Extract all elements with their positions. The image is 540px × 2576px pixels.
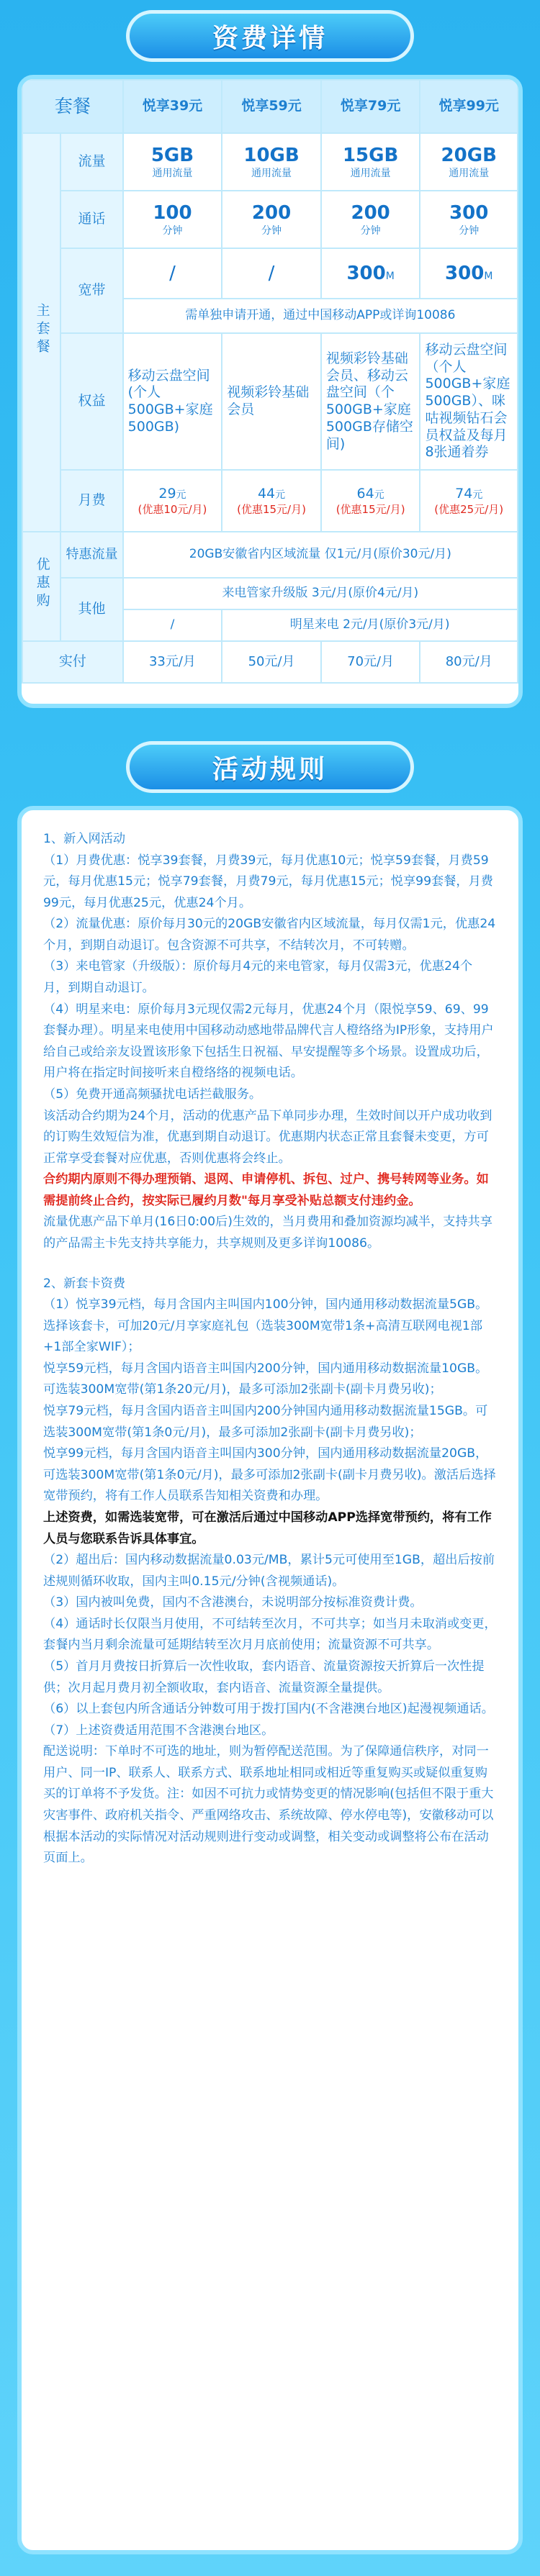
data-cell: 20GB 通用流量 [420,133,518,191]
broadband-row [22,248,518,299]
calls-cell: 300 分钟 [420,191,518,248]
actual-pay-cell: 50元/月 [222,641,321,683]
data-cell: 15GB 通用流量 [321,133,420,191]
calls-cell: 200 分钟 [321,191,420,248]
calls-row [22,191,518,248]
plan-name: 悦享79元 [321,80,420,133]
plan-name: 悦享39元 [123,80,222,133]
fee-table-panel [17,75,523,708]
data-cell: 10GB 通用流量 [222,133,321,191]
rule-paragraph: 悦享59元档，每月含国内语音主叫国内200分钟，国内通用移动数据流量10GB。可选装300M宽带(第1条20元/月)，最多可添加2张副卡(副卡月费另收)； [43,1361,488,1397]
special-data-row [22,532,518,578]
promo-group: 优惠购 [22,532,60,641]
row-label-actual: 实付 [22,641,123,683]
fee-table [22,79,518,684]
rule-paragraph: （2）流量优惠：原价每月30元的20GB安徽省内区域流量，每月仅需1元，优惠24个月，到期自动退订。包含资源不可共享，不结转次月，不可转赠。 [43,917,496,953]
rule-paragraph: 悦享99元档，每月含国内语音主叫国内300分钟，国内通用移动数据流量20GB，可选装300M宽带(第1条0元/月)，最多可添加2张副卡(副卡月费另收)。激活后选择宽带预约，将有工作人员联系告知相关资费和办理。 [43,1446,496,1504]
other-line-2: 明星来电 2元/月(原价3元/月) [222,609,518,641]
rule-paragraph: （2）超出后：国内移动数据流量0.03元/MB，累计5元可使用至1GB，超出后按前述规则循环收取，国内主叫0.15元/分钟(含视频通话)。 [43,1553,495,1589]
actual-pay-row [22,641,518,683]
broadband-cell: 300M [321,248,420,299]
rule-paragraph: 上述资费，如需选装宽带，可在激活后通过中国移动APP选择宽带预约，将有工作人员与您联系告诉具体事宜。 [43,1510,492,1546]
row-label-other: 其他 [60,578,122,641]
rights-cell: 移动云盘空间（个人500GB+家庭500GB）、咪咕视频钻石会员权益及每月8张通着券 [420,333,518,470]
fee-header-row [22,80,518,133]
broadband-cell: 300M [420,248,518,299]
plan-name: 悦享99元 [420,80,518,133]
rules-title-badge [126,741,414,793]
rule-paragraph: 该活动合约期为24个月，活动的优惠产品下单同步办理，生效时间以开户成功收到的订购生效短信为准，优惠到期自动退订。优惠期内状态正常且套餐未变更，方可正常享受套餐对应优惠，否则优惠将会终止。 [43,1108,492,1166]
monthly-price-cell: 64元 (优惠15元/月) [321,470,420,532]
rights-cell: 视频彩铃基础会员 [222,333,321,470]
monthly-price-cell: 29元 (优惠10元/月) [123,470,222,532]
row-label-data: 流量 [60,133,122,191]
row-label-monthly: 月费 [60,470,122,532]
other-line-1: 来电管家升级版 3元/月(原价4元/月) [123,578,518,609]
fee-title-badge [126,10,414,62]
row-label-special-data: 特惠流量 [60,532,122,578]
rules-title: 活动规则 [212,754,328,784]
rule-paragraph: （3）来电管家（升级版）：原价每月4元的来电管家，每月仅需3元，优惠24个月，到期自动退订。 [43,959,473,996]
data-row [22,133,518,191]
rule-paragraph: （7）上述资费适用范围不含港澳台地区。 [43,1723,274,1738]
other-line-2-left: / [123,609,222,641]
rule-paragraph: （6）以上套包内所含通话分钟数可用于拨打国内(不含港澳台地区)起漫视频通话。 [43,1702,494,1717]
rule-paragraph: （5）免费开通高频骚扰电话拦截服务。 [43,1087,262,1102]
main-package-group: 主套餐 [22,133,60,532]
broadband-cell: / [123,248,222,299]
rights-cell: 视频彩铃基础会员、移动云盘空间（个500GB+家庭500GB存储空间) [321,333,420,470]
fee-title: 资费详情 [212,23,328,53]
rules-body [22,810,518,1891]
rule-paragraph: 1、新入网活动 [43,832,126,846]
other-row-1 [22,578,518,609]
broadband-cell: / [222,248,321,299]
monthly-price-cell: 44元 (优惠15元/月) [222,470,321,532]
row-label-broadband: 宽带 [60,248,122,333]
row-label-calls: 通话 [60,191,122,248]
rule-paragraph: （3）国内被叫免费，国内不含港澳台，未说明部分按标准资费计费。 [43,1595,423,1610]
special-data-text: 20GB安徽省内区域流量 仅1元/月(原价30元/月) [123,532,518,578]
monthly-price-cell: 74元 (优惠25元/月) [420,470,518,532]
calls-cell: 200 分钟 [222,191,321,248]
rule-paragraph: 配送说明：下单时不可选的地址，则为暂停配送范围。为了保障通信秩序，对同一用户、同一IP、联系人、联系方式、联系地址相同或相近等重复购买或疑似重复购买的订单将不予发货。注：如因不可抗力或情势变更的情况影响(包括但不限于重大灾害事件、政府机关指令、严重网络攻击、系统故障、停水停电等)，安徽移动可以根据本活动的实际情况对活动规则进行变动或调整，相关变动或调整将公布在活动页面上。 [43,1744,494,1866]
row-label-rights: 权益 [60,333,122,470]
rule-paragraph: 流量优惠产品下单月(16日0:00后)生效的，当月费用和叠加资源均减半，支持共享的产品需主卡先支持共享能力，共享规则及更多详询10086。 [43,1215,492,1251]
data-cell: 5GB 通用流量 [123,133,222,191]
rule-paragraph: 悦享79元档，每月含国内语音主叫国内200分钟国内通用移动数据流量15GB。可选装300M宽带(第1条0元/月)，最多可添加2张副卡(副卡月费另收)； [43,1404,488,1440]
rule-paragraph: （4）明星来电：原价每月3元现仅需2元每月，优惠24个月（限悦享59、69、99套餐办理）。明星来电使用中国移动动感地带品牌代言人橙络络为IP形象，支持用户给自己或给亲友设置该形象下包括生日祝福、早安提醒等多个场景。设置成功后，用户将在指定时间接听来自橙络络的视频电话。 [43,1002,494,1081]
rule-paragraph: （5）首月月费按日折算后一次性收取，套内语音、流量资源按天折算后一次性提供；次月起月费月初全额收取，套内语音、流量资源全量提供。 [43,1659,485,1695]
rights-row [22,333,518,470]
plan-header-label: 套餐 [22,80,123,133]
rule-paragraph: 合约期内原则不得办理预销、退网、申请停机、拆包、过户、携号转网等业务。如需提前终止合约，按实际已履约月数"每月享受补贴总额支付违约金。 [43,1172,489,1208]
broadband-note: 需单独申请开通，通过中国移动APP或详询10086 [123,299,518,333]
rule-paragraph: 2、新套卡资费 [43,1276,126,1291]
rights-cell: 移动云盘空间(个人500GB+家庭500GB) [123,333,222,470]
calls-cell: 100 分钟 [123,191,222,248]
paragraph-gap [43,1255,497,1274]
monthly-fee-row [22,470,518,532]
rule-paragraph: （1）悦享39元档，每月含国内主叫国内100分钟，国内通用移动数据流量5GB。选择该套卡，可加20元/月享家庭礼包（选装300M宽带1条+高清互联网电视1部+1部全家WIF）； [43,1297,488,1355]
actual-pay-cell: 33元/月 [123,641,222,683]
rule-paragraph: （4）通话时长仅限当月使用，不可结转至次月，不可共享；如当月未取消或变更，套餐内当月剩余流量可延期结转至次月月底前使用；流量资源不可共享。 [43,1616,497,1653]
rules-panel [17,806,523,2554]
actual-pay-cell: 70元/月 [321,641,420,683]
plan-name: 悦享59元 [222,80,321,133]
rule-paragraph: （1）月费优惠：悦享39套餐，月费39元，每月优惠10元；悦享59套餐，月费59元，每月优惠15元；悦享79套餐，月费79元，每月优惠15元；悦享99套餐，月费99元，每月优惠25元，优惠24个月。 [43,853,493,910]
actual-pay-cell: 80元/月 [420,641,518,683]
